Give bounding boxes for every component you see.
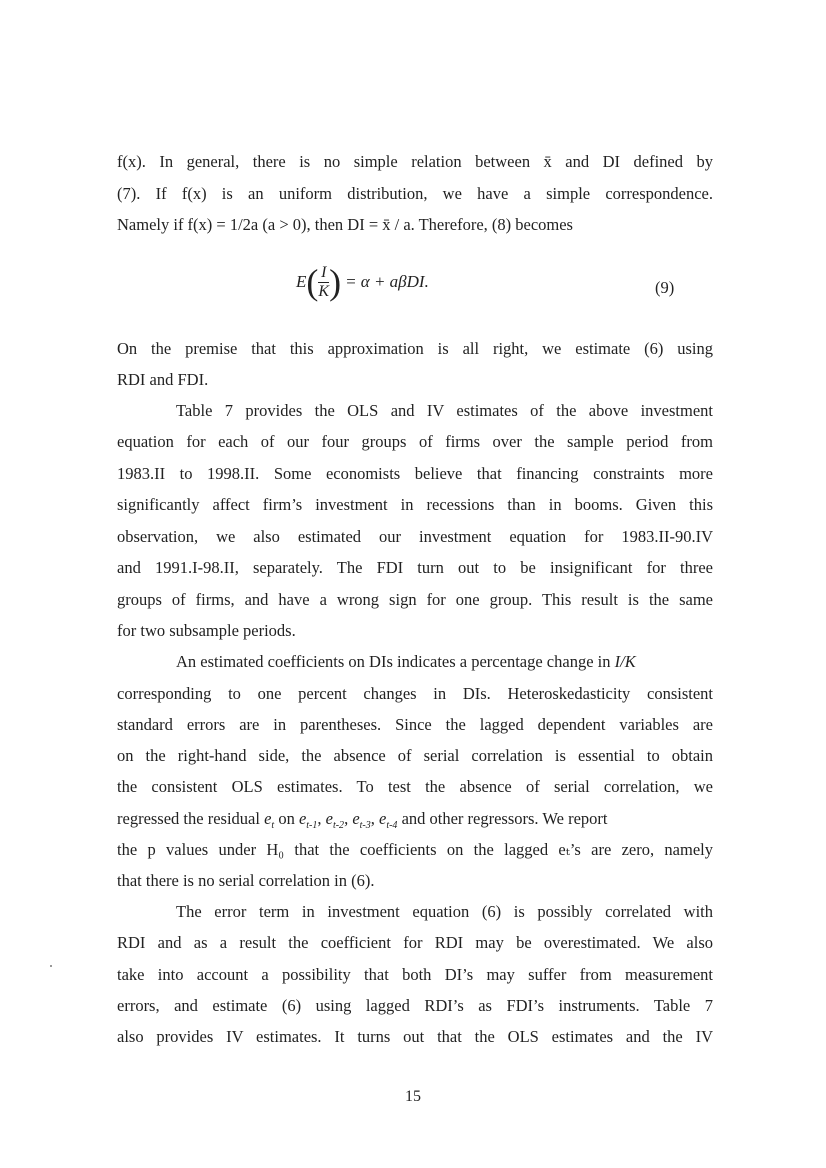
equation-denominator: K xyxy=(318,282,330,300)
paragraph4-line8: that there is no serial correlation in (6). xyxy=(117,871,375,890)
paragraph5-line4: errors, and estimate (6) using lagged RDI’s as FDI’s instruments. Table 7 xyxy=(117,996,713,1015)
scan-speck xyxy=(50,965,52,967)
paragraph3-line7: groups of firms, and have a wrong sign for one group. This result is the same xyxy=(117,590,713,609)
equation-left-paren: ( xyxy=(306,262,319,302)
paragraph2-line1: On the premise that this approximation is all right, we estimate (6) using xyxy=(117,339,713,358)
paragraph4-line1 xyxy=(176,652,713,672)
paragraph4-line5: the consistent OLS estimates. To test the absence of serial correlation, we xyxy=(117,777,713,796)
lag3-e: e xyxy=(352,809,360,828)
paragraph5-line2: RDI and as a result the coefficient for RDI may be overestimated. We also xyxy=(117,933,713,952)
paragraph1-line1: f(x). In general, there is no simple relation between x̄ and DI defined by xyxy=(117,152,713,171)
paragraph4-line6: regressed the residual $e_t$ on $e_{t-1}$, $e_{t-2}$, $e_{t-3}$, $e_{t-4}$ and other regressors. We report xyxy=(117,809,608,831)
paragraph3-line5: observation, we also estimated our investment equation for 1983.II-90.IV xyxy=(117,527,713,546)
lag1-e: e xyxy=(298,809,307,828)
residual-subscript: t xyxy=(271,820,275,831)
lag2-e: e xyxy=(325,809,333,828)
lag4-e: e xyxy=(379,809,387,828)
equation-numerator: I xyxy=(318,264,329,283)
paragraph1-line2: (7). If f(x) is an uniform distribution, we have a simple correspondence. xyxy=(117,184,713,203)
equation-label: (9) xyxy=(655,278,675,297)
paragraph3-line6: and 1991.I-98.II, separately. The FDI turn out to be insignificant for three xyxy=(117,558,713,577)
equation-9 xyxy=(296,262,716,308)
paragraph4-line6-text-a: regressed the residual xyxy=(117,809,265,828)
paragraph4-line2: corresponding to one percent changes in DIs. Heteroskedasticity consistent xyxy=(117,684,713,703)
equation-expectation: E xyxy=(296,272,307,291)
paragraph4-line7: the p values under H₀ that the coefficients on the lagged eₜ’s are zero, namely xyxy=(117,840,713,859)
lag3-subscript: t-3 xyxy=(359,820,371,831)
paragraph4-line4: on the right-hand side, the absence of serial correlation is essential to obtain xyxy=(117,746,713,765)
paragraph3-line4: significantly affect firm’s investment in recessions than in booms. Given this xyxy=(117,495,713,514)
equation-rhs: = α + aβDI. xyxy=(345,272,429,291)
paragraph4-line3: standard errors are in parentheses. Since the lagged dependent variables are xyxy=(117,715,713,734)
equation-right-paren: ) xyxy=(329,262,342,302)
paragraph3-line8: for two subsample periods. xyxy=(117,621,296,640)
residual-symbol: e xyxy=(264,809,272,828)
paragraph4-ik-term: I/K xyxy=(614,652,636,671)
lag2-subscript: t-2 xyxy=(332,820,345,831)
page-number: 15 xyxy=(405,1088,421,1105)
paragraph3-line3: 1983.II to 1998.II. Some economists believe that financing constraints more xyxy=(117,464,713,483)
paragraph5-line1: The error term in investment equation (6) is possibly correlated with xyxy=(176,902,713,921)
equation-fraction xyxy=(318,264,329,301)
paragraph4-line6-text-c: and other regressors. We report xyxy=(397,809,608,828)
paragraph3-line2: equation for each of our four groups of firms over the sample period from xyxy=(117,432,713,451)
paragraph3-line1: Table 7 provides the OLS and IV estimates of the above investment xyxy=(176,401,713,420)
paragraph2-line2: RDI and FDI. xyxy=(117,370,209,389)
paragraph5-line3: take into account a possibility that both DI’s may suffer from measurement xyxy=(117,965,713,984)
paragraph4-line1-text: An estimated coefficients on DIs indicates a percentage change in xyxy=(176,652,615,671)
paragraph5-line5: also provides IV estimates. It turns out that the OLS estimates and the IV xyxy=(117,1027,713,1046)
lag4-subscript: t-4 xyxy=(386,820,398,831)
lag1-subscript: t-1 xyxy=(306,820,318,831)
paragraph4-line6-text-b: on xyxy=(274,809,299,828)
paragraph1-line3: Namely if f(x) = 1/2a (a > 0), then DI = x̄ / a. Therefore, (8) becomes xyxy=(117,215,573,234)
